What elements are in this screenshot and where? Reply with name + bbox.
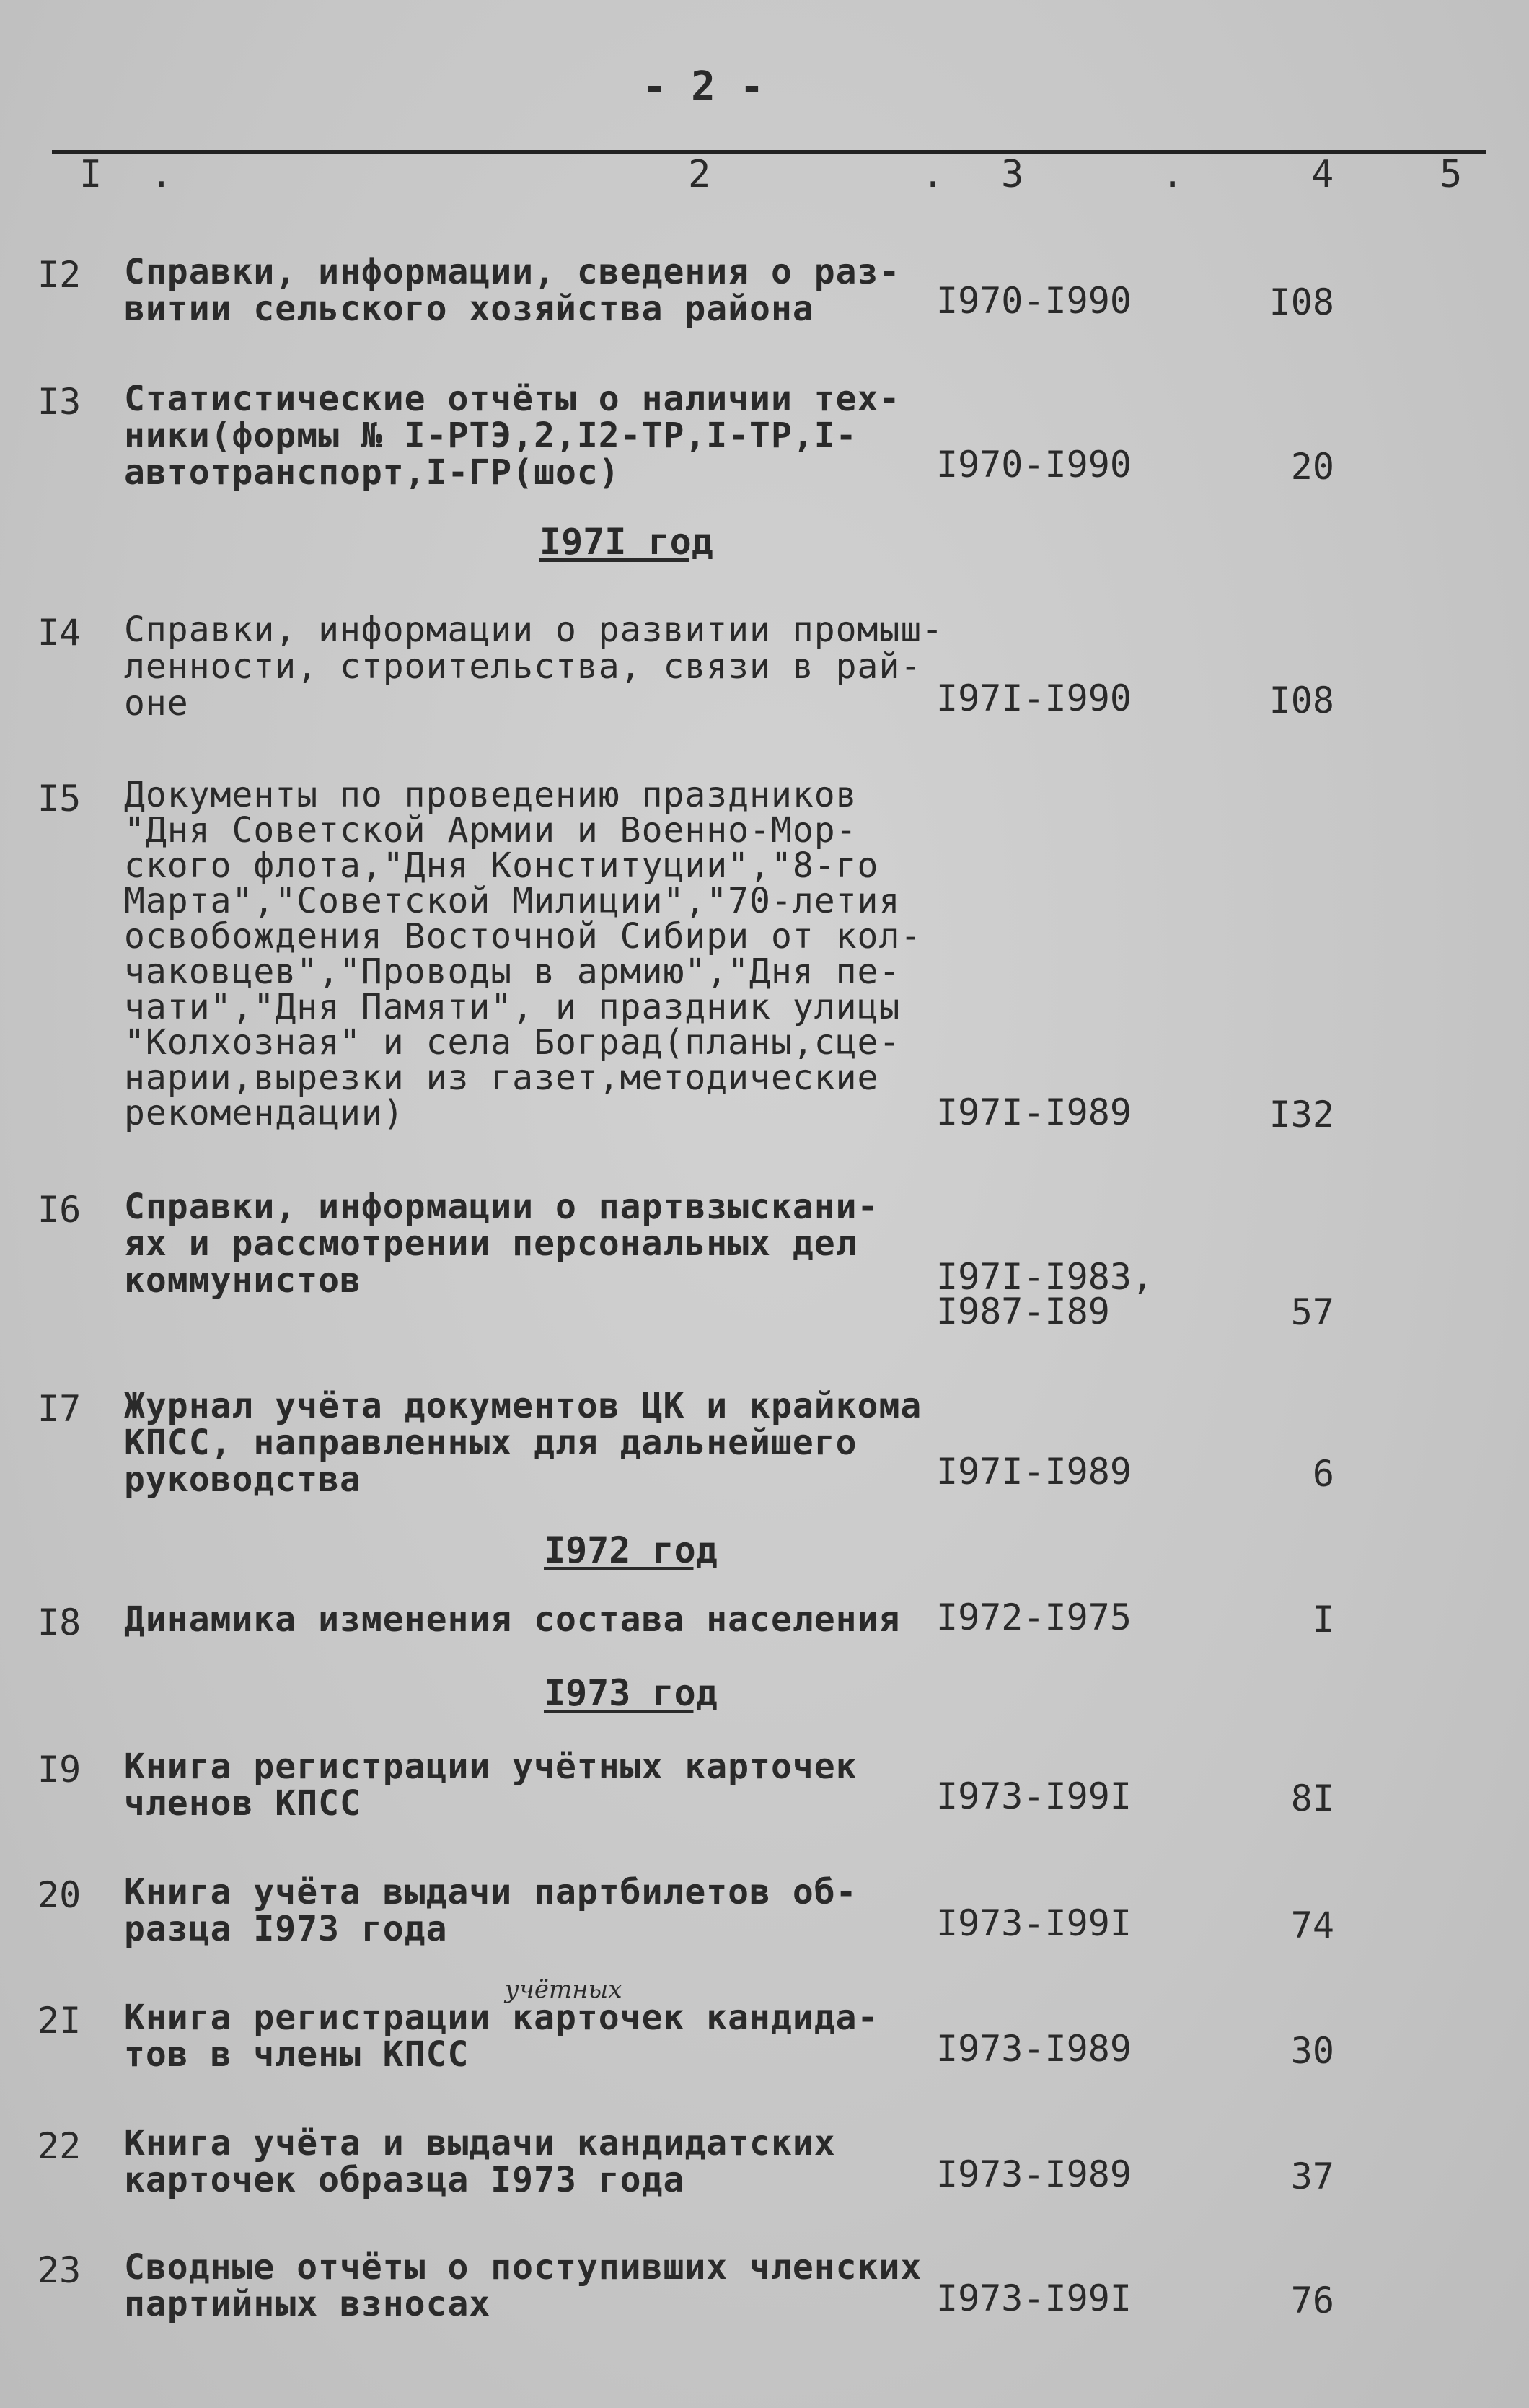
entry-number: 2I bbox=[38, 2000, 81, 2042]
entry-count: 8I bbox=[1290, 1778, 1334, 1819]
entry-title: Справки, информации о развитии промыш- ленности, строительства, связи в рай- оне bbox=[124, 610, 944, 724]
page-number: - 2 - bbox=[642, 63, 764, 110]
entry-dates: I973-I99I bbox=[936, 1775, 1132, 1817]
handwritten-insertion: учётных bbox=[505, 1975, 622, 2004]
entry-number: 23 bbox=[38, 2249, 81, 2291]
entry-count: 57 bbox=[1290, 1291, 1334, 1333]
entry-number: 22 bbox=[38, 2125, 81, 2167]
entry-dates: I973-I99I bbox=[936, 1902, 1132, 1944]
entry-title: Справки, информации, сведения о раз- витии сельского хозяйства района bbox=[124, 252, 901, 329]
entry-title: Справки, информации о партвзыскани- ях и рассмотрении персональных дел коммунистов bbox=[124, 1187, 879, 1301]
entry-title: Книга регистрации карточек кандида- тов в члены КПСС bbox=[124, 1998, 879, 2075]
year-header: I973 год bbox=[544, 1672, 718, 1714]
entry-dates: I973-I989 bbox=[936, 2028, 1132, 2070]
year-header: I972 год bbox=[544, 1529, 718, 1571]
entry-count: 30 bbox=[1290, 2030, 1334, 2072]
column-separator-dot: . bbox=[1161, 153, 1184, 196]
entry-count: I08 bbox=[1269, 680, 1334, 721]
entry-dates: I97I-I989 bbox=[936, 1451, 1132, 1493]
entry-number: I9 bbox=[38, 1749, 81, 1790]
column-header-3: 3 bbox=[1001, 153, 1024, 196]
entry-dates: I973-I99I bbox=[936, 2277, 1132, 2319]
entry-title: Статистические отчёты о наличии тех- ники(формы № I-РТЭ,2,I2-ТР,I-ТР,I- автотранспорт,I-ГР(шос) bbox=[124, 379, 901, 493]
entry-number: 20 bbox=[38, 1874, 81, 1916]
column-header-1: I bbox=[79, 153, 102, 196]
column-header-2: 2 bbox=[688, 153, 711, 196]
entry-count: 6 bbox=[1312, 1453, 1334, 1495]
entry-number: I7 bbox=[38, 1388, 81, 1430]
entry-count: I32 bbox=[1269, 1094, 1334, 1135]
entry-count: 37 bbox=[1290, 2156, 1334, 2197]
entry-count: 20 bbox=[1290, 446, 1334, 488]
entry-title: Книга регистрации учётных карточек членов КПСС bbox=[124, 1746, 858, 1824]
entry-dates: I970-I990 bbox=[936, 280, 1132, 322]
entry-number: I4 bbox=[38, 612, 81, 654]
entry-number: I6 bbox=[38, 1189, 81, 1231]
entry-dates: I97I-I990 bbox=[936, 677, 1132, 719]
entry-number: I3 bbox=[38, 381, 81, 423]
entry-count: I08 bbox=[1269, 281, 1334, 323]
year-header: I97I год bbox=[539, 521, 713, 563]
entry-number: I2 bbox=[38, 254, 81, 296]
column-separator-dot: . bbox=[150, 153, 173, 196]
entry-count: I bbox=[1312, 1599, 1334, 1640]
entry-number: I8 bbox=[38, 1601, 81, 1643]
column-separator-dot: . bbox=[922, 153, 945, 196]
entry-dates: I973-I989 bbox=[936, 2153, 1132, 2195]
entry-title: Книга учёта и выдачи кандидатских карточек образца I973 года bbox=[124, 2123, 836, 2200]
column-header-4: 4 bbox=[1311, 153, 1334, 196]
entry-count: 74 bbox=[1290, 1904, 1334, 1946]
entry-title: Динамика изменения состава населения bbox=[124, 1599, 901, 1640]
entry-dates: I97I-I989 bbox=[936, 1091, 1132, 1133]
entry-dates: I97I-I983, I987-I89 bbox=[936, 1256, 1154, 1332]
entry-dates: I970-I990 bbox=[936, 444, 1132, 485]
entry-number: I5 bbox=[38, 778, 81, 819]
header-rule bbox=[52, 150, 1486, 154]
entry-title: Сводные отчёты о поступивших членских партийных взносах bbox=[124, 2247, 922, 2324]
entry-title: Книга учёта выдачи партбилетов об- разца I973 года bbox=[124, 1872, 858, 1949]
entry-title: Документы по проведению праздников "Дня Советской Армии и Военно-Мор- ского флота,"Дня Конституции","8-го Марта","Советской Милиции","70-летия освобождения Восточной Сибири от кол- чаковцев","Проводы в армию","Дня пе- чати","Дня Памяти", и праздник улицы "Колхозная" и села Боград(планы,сце- нарии,вырезки из газет,методические рекомендации) bbox=[124, 775, 922, 1133]
entry-title: Журнал учёта документов ЦК и крайкома КПСС, направленных для дальнейшего руководства bbox=[124, 1386, 922, 1500]
entry-count: 76 bbox=[1290, 2280, 1334, 2321]
entry-dates: I972-I975 bbox=[936, 1596, 1132, 1638]
column-header-5: 5 bbox=[1440, 153, 1463, 196]
